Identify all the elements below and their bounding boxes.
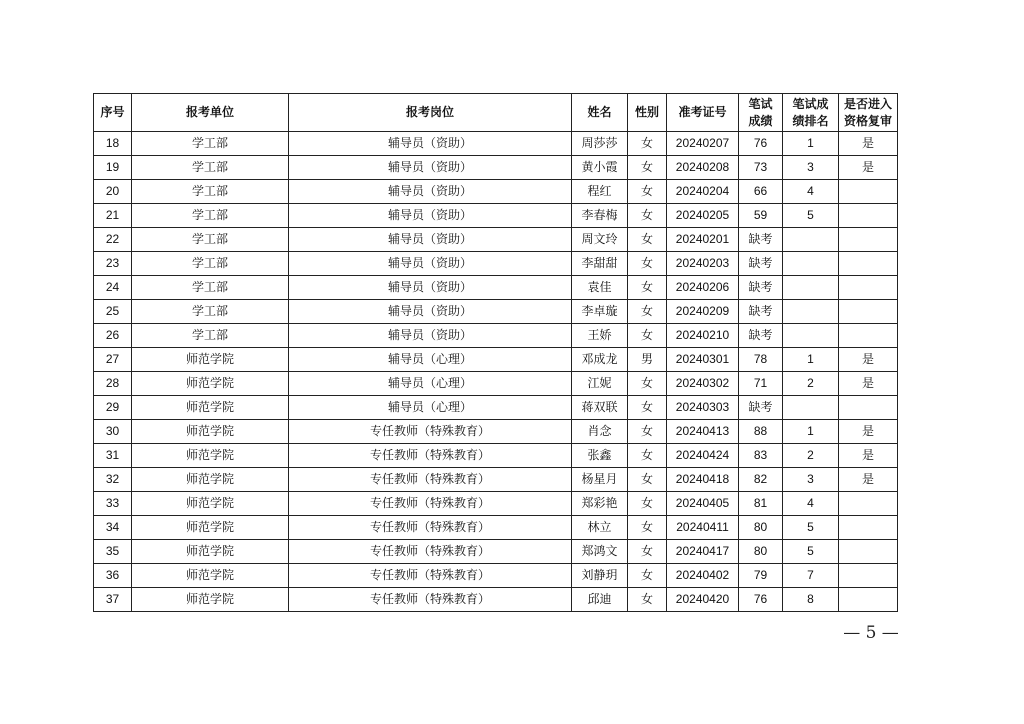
cell-unit: 师范学院 (132, 372, 289, 396)
cell-review-status (839, 564, 898, 588)
cell-ticket-number: 20240424 (667, 444, 739, 468)
cell-gender: 女 (628, 420, 667, 444)
table-row (94, 516, 898, 540)
page-number: — 5 — (843, 623, 899, 643)
cell-written-score: 76 (739, 588, 783, 612)
cell-written-score: 缺考 (739, 252, 783, 276)
cell-name: 张鑫 (572, 444, 628, 468)
cell-unit: 师范学院 (132, 444, 289, 468)
cell-written-score: 80 (739, 516, 783, 540)
cell-written-score: 80 (739, 540, 783, 564)
cell-ticket-number: 20240205 (667, 204, 739, 228)
cell-gender: 女 (628, 204, 667, 228)
table-row (94, 156, 898, 180)
cell-position: 辅导员（资助） (289, 204, 572, 228)
cell-review-status: 是 (839, 132, 898, 156)
cell-score-rank: 7 (783, 564, 839, 588)
cell-serial-number: 30 (94, 420, 132, 444)
table-row (94, 372, 898, 396)
cell-ticket-number: 20240201 (667, 228, 739, 252)
cell-position: 辅导员（资助） (289, 132, 572, 156)
cell-unit: 学工部 (132, 180, 289, 204)
cell-score-rank: 2 (783, 444, 839, 468)
cell-unit: 师范学院 (132, 348, 289, 372)
cell-name: 袁佳 (572, 276, 628, 300)
cell-review-status (839, 300, 898, 324)
cell-unit: 学工部 (132, 324, 289, 348)
cell-ticket-number: 20240208 (667, 156, 739, 180)
cell-name: 周文玲 (572, 228, 628, 252)
table-row (94, 588, 898, 612)
table-row (94, 420, 898, 444)
cell-unit: 师范学院 (132, 492, 289, 516)
cell-score-rank: 8 (783, 588, 839, 612)
table-row (94, 180, 898, 204)
table-header-row (94, 94, 898, 132)
header-name: 姓名 (572, 94, 628, 132)
cell-name: 李春梅 (572, 204, 628, 228)
cell-written-score: 76 (739, 132, 783, 156)
cell-gender: 女 (628, 300, 667, 324)
cell-serial-number: 18 (94, 132, 132, 156)
cell-position: 辅导员（资助） (289, 252, 572, 276)
cell-score-rank: 4 (783, 492, 839, 516)
cell-unit: 师范学院 (132, 540, 289, 564)
cell-ticket-number: 20240418 (667, 468, 739, 492)
header-ticket-number: 准考证号 (667, 94, 739, 132)
cell-gender: 女 (628, 252, 667, 276)
cell-unit: 学工部 (132, 252, 289, 276)
cell-serial-number: 20 (94, 180, 132, 204)
cell-unit: 师范学院 (132, 516, 289, 540)
cell-written-score: 81 (739, 492, 783, 516)
cell-position: 辅导员（心理） (289, 372, 572, 396)
cell-gender: 女 (628, 540, 667, 564)
cell-ticket-number: 20240203 (667, 252, 739, 276)
cell-written-score: 78 (739, 348, 783, 372)
cell-position: 辅导员（资助） (289, 324, 572, 348)
cell-ticket-number: 20240302 (667, 372, 739, 396)
cell-score-rank: 1 (783, 420, 839, 444)
cell-serial-number: 31 (94, 444, 132, 468)
cell-position: 专任教师（特殊教育） (289, 588, 572, 612)
cell-ticket-number: 20240206 (667, 276, 739, 300)
cell-written-score: 66 (739, 180, 783, 204)
cell-serial-number: 35 (94, 540, 132, 564)
header-position: 报考岗位 (289, 94, 572, 132)
cell-serial-number: 27 (94, 348, 132, 372)
cell-serial-number: 23 (94, 252, 132, 276)
cell-serial-number: 32 (94, 468, 132, 492)
cell-score-rank: 5 (783, 204, 839, 228)
cell-written-score: 88 (739, 420, 783, 444)
cell-name: 周莎莎 (572, 132, 628, 156)
cell-serial-number: 29 (94, 396, 132, 420)
cell-review-status: 是 (839, 348, 898, 372)
cell-serial-number: 33 (94, 492, 132, 516)
cell-gender: 女 (628, 276, 667, 300)
cell-written-score: 83 (739, 444, 783, 468)
cell-name: 邓成龙 (572, 348, 628, 372)
cell-position: 辅导员（资助） (289, 300, 572, 324)
cell-name: 王娇 (572, 324, 628, 348)
cell-position: 专任教师（特殊教育） (289, 468, 572, 492)
cell-score-rank (783, 396, 839, 420)
cell-position: 辅导员（资助） (289, 156, 572, 180)
cell-name: 肖念 (572, 420, 628, 444)
cell-review-status (839, 252, 898, 276)
cell-position: 专任教师（特殊教育） (289, 540, 572, 564)
cell-gender: 女 (628, 180, 667, 204)
cell-unit: 学工部 (132, 156, 289, 180)
cell-name: 郑鸿文 (572, 540, 628, 564)
cell-name: 林立 (572, 516, 628, 540)
cell-gender: 女 (628, 132, 667, 156)
cell-written-score: 82 (739, 468, 783, 492)
table-row (94, 540, 898, 564)
table-row (94, 324, 898, 348)
cell-ticket-number: 20240411 (667, 516, 739, 540)
cell-position: 专任教师（特殊教育） (289, 516, 572, 540)
cell-position: 辅导员（资助） (289, 228, 572, 252)
cell-review-status (839, 396, 898, 420)
table-row (94, 300, 898, 324)
cell-written-score: 79 (739, 564, 783, 588)
cell-ticket-number: 20240209 (667, 300, 739, 324)
cell-ticket-number: 20240417 (667, 540, 739, 564)
table-row (94, 396, 898, 420)
cell-gender: 女 (628, 468, 667, 492)
cell-unit: 师范学院 (132, 420, 289, 444)
cell-written-score: 缺考 (739, 228, 783, 252)
cell-unit: 师范学院 (132, 564, 289, 588)
cell-unit: 学工部 (132, 132, 289, 156)
header-written-score: 笔试成绩 (739, 94, 783, 132)
cell-gender: 女 (628, 564, 667, 588)
cell-gender: 女 (628, 156, 667, 180)
cell-unit: 师范学院 (132, 396, 289, 420)
cell-review-status (839, 324, 898, 348)
cell-written-score: 缺考 (739, 276, 783, 300)
table-row (94, 444, 898, 468)
table-row (94, 204, 898, 228)
cell-gender: 女 (628, 324, 667, 348)
cell-ticket-number: 20240402 (667, 564, 739, 588)
cell-review-status: 是 (839, 372, 898, 396)
cell-written-score: 缺考 (739, 396, 783, 420)
cell-score-rank: 2 (783, 372, 839, 396)
cell-gender: 女 (628, 396, 667, 420)
cell-name: 刘静玥 (572, 564, 628, 588)
header-serial-number: 序号 (94, 94, 132, 132)
cell-score-rank (783, 324, 839, 348)
cell-ticket-number: 20240301 (667, 348, 739, 372)
cell-review-status (839, 180, 898, 204)
cell-position: 辅导员（心理） (289, 348, 572, 372)
cell-written-score: 59 (739, 204, 783, 228)
cell-serial-number: 37 (94, 588, 132, 612)
exam-results-table (93, 93, 898, 612)
cell-position: 专任教师（特殊教育） (289, 564, 572, 588)
cell-review-status (839, 588, 898, 612)
cell-ticket-number: 20240207 (667, 132, 739, 156)
cell-serial-number: 34 (94, 516, 132, 540)
cell-gender: 女 (628, 588, 667, 612)
cell-gender: 女 (628, 228, 667, 252)
cell-written-score: 73 (739, 156, 783, 180)
cell-unit: 学工部 (132, 276, 289, 300)
cell-unit: 师范学院 (132, 588, 289, 612)
cell-written-score: 缺考 (739, 324, 783, 348)
header-gender: 性别 (628, 94, 667, 132)
cell-score-rank: 5 (783, 540, 839, 564)
cell-gender: 女 (628, 492, 667, 516)
cell-score-rank: 3 (783, 156, 839, 180)
cell-ticket-number: 20240413 (667, 420, 739, 444)
cell-serial-number: 25 (94, 300, 132, 324)
table-row (94, 132, 898, 156)
cell-score-rank (783, 228, 839, 252)
cell-name: 杨星月 (572, 468, 628, 492)
cell-ticket-number: 20240210 (667, 324, 739, 348)
cell-gender: 女 (628, 372, 667, 396)
cell-serial-number: 26 (94, 324, 132, 348)
cell-score-rank (783, 252, 839, 276)
table-row (94, 276, 898, 300)
cell-position: 专任教师（特殊教育） (289, 420, 572, 444)
cell-review-status (839, 204, 898, 228)
cell-score-rank (783, 276, 839, 300)
cell-serial-number: 24 (94, 276, 132, 300)
cell-ticket-number: 20240303 (667, 396, 739, 420)
cell-serial-number: 21 (94, 204, 132, 228)
cell-serial-number: 36 (94, 564, 132, 588)
cell-review-status (839, 540, 898, 564)
cell-review-status: 是 (839, 468, 898, 492)
header-unit: 报考单位 (132, 94, 289, 132)
cell-position: 辅导员（资助） (289, 276, 572, 300)
table-row (94, 252, 898, 276)
table-row (94, 564, 898, 588)
cell-name: 江妮 (572, 372, 628, 396)
cell-name: 李甜甜 (572, 252, 628, 276)
cell-score-rank: 3 (783, 468, 839, 492)
cell-name: 邱迪 (572, 588, 628, 612)
cell-serial-number: 28 (94, 372, 132, 396)
cell-position: 辅导员（心理） (289, 396, 572, 420)
table-row (94, 348, 898, 372)
cell-unit: 师范学院 (132, 468, 289, 492)
cell-name: 李卓璇 (572, 300, 628, 324)
cell-position: 专任教师（特殊教育） (289, 492, 572, 516)
cell-score-rank: 4 (783, 180, 839, 204)
cell-gender: 男 (628, 348, 667, 372)
cell-name: 黄小霞 (572, 156, 628, 180)
cell-ticket-number: 20240420 (667, 588, 739, 612)
header-review-status: 是否进入资格复审 (839, 94, 898, 132)
cell-unit: 学工部 (132, 228, 289, 252)
table-row (94, 468, 898, 492)
cell-score-rank (783, 300, 839, 324)
cell-score-rank: 1 (783, 348, 839, 372)
cell-gender: 女 (628, 444, 667, 468)
cell-unit: 学工部 (132, 300, 289, 324)
cell-review-status: 是 (839, 420, 898, 444)
cell-review-status (839, 276, 898, 300)
cell-written-score: 缺考 (739, 300, 783, 324)
cell-position: 专任教师（特殊教育） (289, 444, 572, 468)
cell-unit: 学工部 (132, 204, 289, 228)
cell-score-rank: 5 (783, 516, 839, 540)
header-score-rank: 笔试成绩排名 (783, 94, 839, 132)
cell-review-status (839, 228, 898, 252)
cell-serial-number: 22 (94, 228, 132, 252)
table-row (94, 492, 898, 516)
cell-name: 郑彩艳 (572, 492, 628, 516)
cell-name: 蒋双联 (572, 396, 628, 420)
cell-position: 辅导员（资助） (289, 180, 572, 204)
cell-gender: 女 (628, 516, 667, 540)
cell-review-status (839, 516, 898, 540)
cell-ticket-number: 20240405 (667, 492, 739, 516)
cell-ticket-number: 20240204 (667, 180, 739, 204)
cell-score-rank: 1 (783, 132, 839, 156)
table-body (94, 132, 898, 612)
table-row (94, 228, 898, 252)
cell-serial-number: 19 (94, 156, 132, 180)
cell-name: 程红 (572, 180, 628, 204)
cell-review-status: 是 (839, 444, 898, 468)
cell-review-status (839, 492, 898, 516)
cell-written-score: 71 (739, 372, 783, 396)
cell-review-status: 是 (839, 156, 898, 180)
